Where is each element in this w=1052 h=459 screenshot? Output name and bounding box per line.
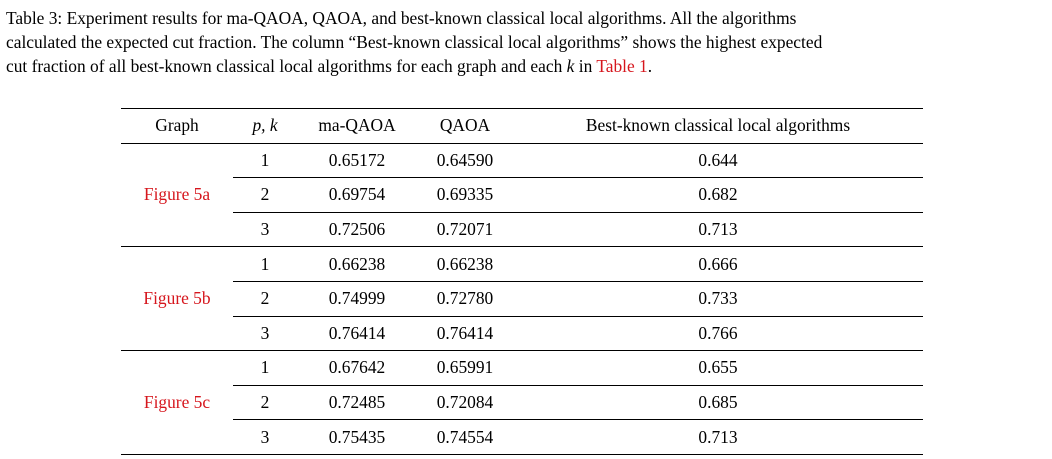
best-known-cell: 0.644: [698, 149, 738, 170]
best-known-cell: 0.713: [513, 212, 923, 247]
pk-cell: 1: [260, 357, 270, 378]
table-row: [121, 178, 923, 213]
table-row: [121, 212, 923, 247]
ma-qaoa-cell: 0.66238: [328, 253, 386, 274]
ma-qaoa-cell: 0.76414: [297, 316, 417, 351]
graph-figure-5a-link[interactable]: Figure 5a: [143, 184, 211, 205]
ma-qaoa-cell: 0.74999: [297, 281, 417, 316]
table-caption: [6, 6, 1052, 78]
ma-qaoa-cell: 0.72485: [297, 385, 417, 420]
qaoa-cell: 0.74554: [417, 420, 513, 455]
pk-cell: 2: [233, 178, 297, 213]
ma-qaoa-cell: 0.72506: [297, 212, 417, 247]
table-header-row: [121, 109, 923, 144]
caption-variable-k: k: [566, 56, 575, 76]
graph-figure-5c-link[interactable]: Figure 5c: [143, 392, 211, 413]
best-known-cell: 0.713: [513, 420, 923, 455]
qaoa-cell: 0.65991: [436, 357, 494, 378]
table-row: [121, 247, 923, 282]
pk-cell: 3: [233, 212, 297, 247]
table-row: [121, 351, 923, 386]
results-table: [121, 108, 923, 455]
table-1-reference-link[interactable]: Table 1: [596, 56, 648, 76]
pk-cell: 2: [233, 385, 297, 420]
caption-text-in: in: [578, 56, 593, 76]
qaoa-cell: 0.64590: [436, 149, 494, 170]
caption-line-2: calculated the expected cut fraction. The column “Best-known classical local algorithms” shows the highest expected: [6, 32, 823, 52]
best-known-cell: 0.685: [513, 385, 923, 420]
best-known-cell: 0.655: [698, 357, 738, 378]
pk-cell: 2: [233, 281, 297, 316]
caption-period: .: [647, 56, 653, 76]
header-p-k: p, k: [252, 115, 278, 136]
ma-qaoa-cell: 0.69754: [297, 178, 417, 213]
header-ma-qaoa: ma-QAOA: [318, 115, 396, 136]
table-row: [121, 281, 923, 316]
group-figure-5b: [121, 247, 923, 351]
caption-line-3: [6, 54, 1052, 78]
caption-line-1: [6, 6, 1052, 30]
qaoa-cell: 0.72780: [417, 281, 513, 316]
best-known-cell: 0.766: [513, 316, 923, 351]
qaoa-cell: 0.72084: [417, 385, 513, 420]
qaoa-cell: 0.69335: [417, 178, 513, 213]
graph-figure-5b-link[interactable]: Figure 5b: [143, 288, 211, 309]
best-known-cell: 0.666: [698, 253, 738, 274]
table-row: [121, 143, 923, 178]
header-graph: Graph: [155, 115, 199, 136]
pk-cell: 3: [233, 316, 297, 351]
table-row: [121, 385, 923, 420]
group-figure-5a: [121, 143, 923, 247]
ma-qaoa-cell: 0.67642: [328, 357, 386, 378]
group-figure-5c: [121, 351, 923, 455]
caption-text-3: cut fraction of all best-known classical local algorithms for each graph and each: [6, 56, 563, 76]
table-row: [121, 420, 923, 455]
caption-label: Table 3:: [6, 8, 63, 28]
qaoa-cell: 0.72071: [417, 212, 513, 247]
caption-text-1: Experiment results for ma-QAOA, QAOA, and best-known classical local algorithms. All the algorithms: [66, 8, 797, 28]
best-known-cell: 0.682: [513, 178, 923, 213]
qaoa-cell: 0.66238: [436, 253, 494, 274]
pk-cell: 1: [260, 149, 270, 170]
pk-cell: 3: [233, 420, 297, 455]
qaoa-cell: 0.76414: [417, 316, 513, 351]
pk-cell: 1: [260, 253, 270, 274]
table-row: [121, 316, 923, 351]
ma-qaoa-cell: 0.75435: [297, 420, 417, 455]
ma-qaoa-cell: 0.65172: [328, 149, 386, 170]
best-known-cell: 0.733: [513, 281, 923, 316]
header-qaoa: QAOA: [439, 115, 491, 136]
header-best-known: Best-known classical local algorithms: [585, 115, 851, 136]
